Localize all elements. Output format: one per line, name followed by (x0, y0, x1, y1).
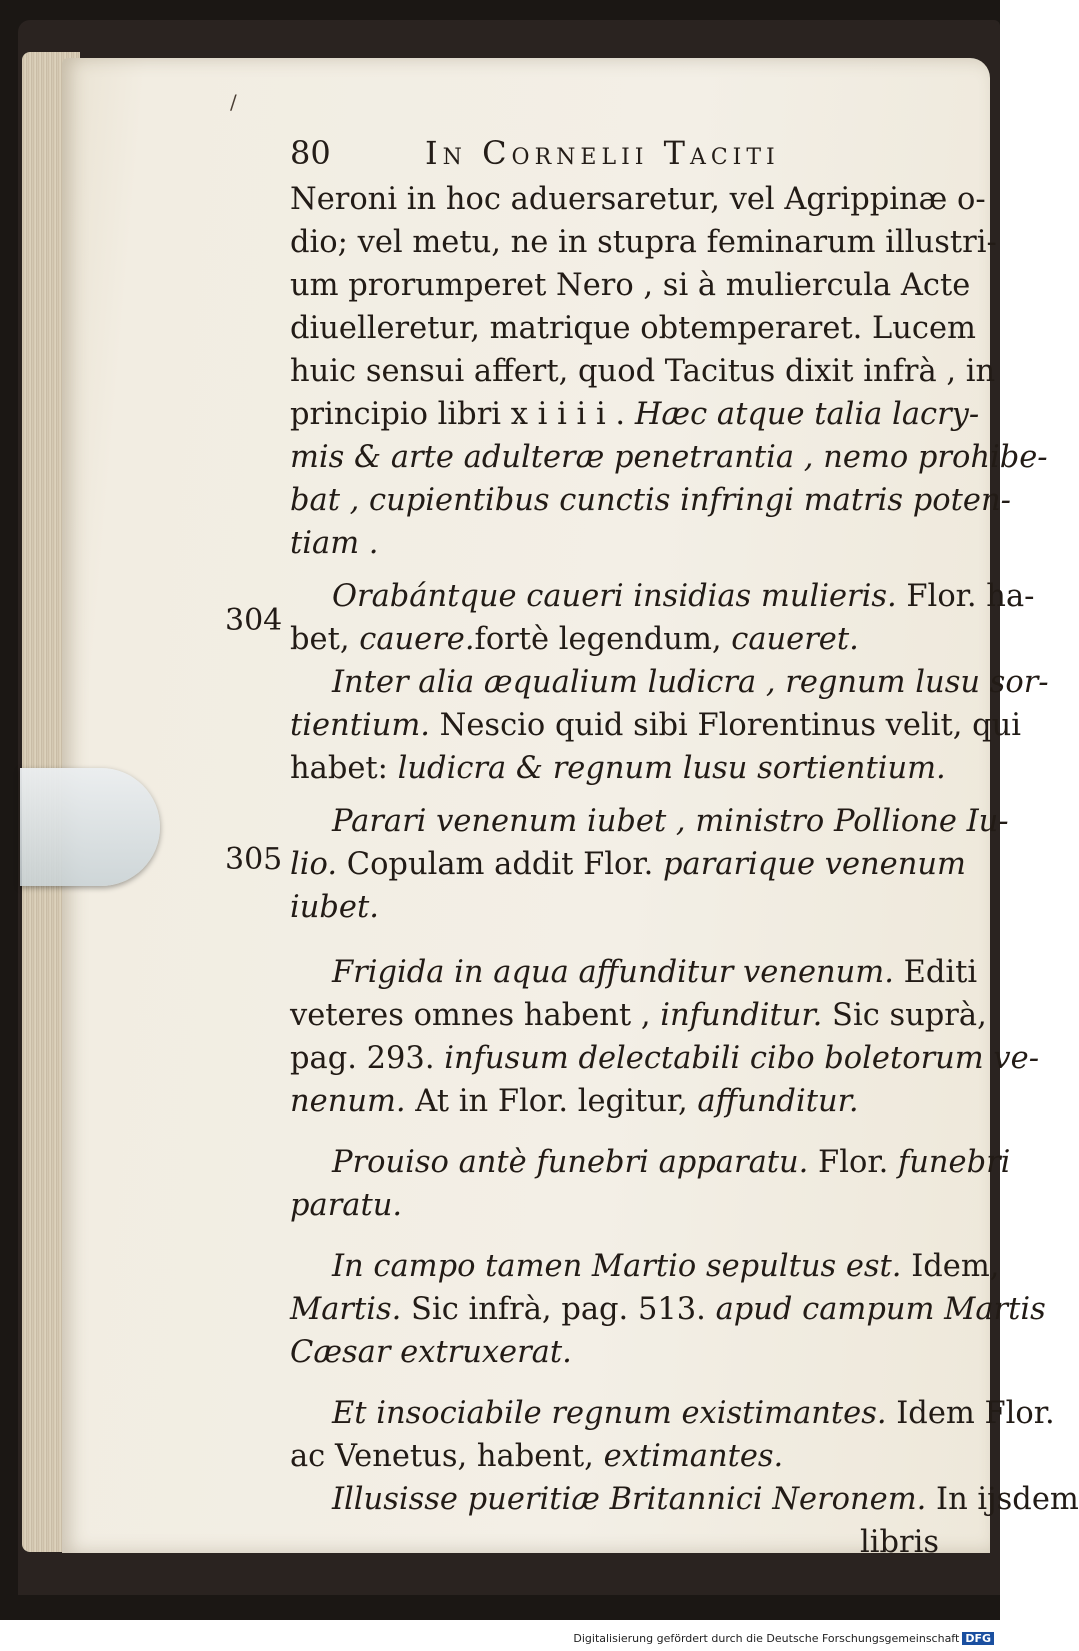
text-line: paratu. (290, 1188, 403, 1223)
margin-number-304: 304 (225, 603, 283, 638)
running-title: In Cornelii Taciti (425, 134, 780, 172)
text-line: tientium. Nescio quid sibi Florentinus velit, qui (290, 708, 1022, 743)
text-line: dio; vel metu, ne in stupra feminarum illustri- (290, 225, 997, 260)
text-line: mis & arte adulteræ penetrantia , nemo prohibe- (290, 440, 1048, 475)
page-number: 80 (290, 134, 331, 172)
page-holder-clip (20, 768, 160, 886)
page-header (290, 128, 930, 178)
dfg-logo: DFG (962, 1632, 994, 1645)
note-line: Inter alia æqualium ludicra , regnum lusu sor- (332, 665, 1049, 700)
digitization-credit (573, 1632, 994, 1645)
note-line: Et insociabile regnum existimantes. Idem Flor. (332, 1396, 1055, 1431)
body-text (290, 178, 1079, 1564)
text-line: tiam . (290, 526, 379, 561)
text-line: nenum. At in Flor. legitur, affunditur. (290, 1084, 859, 1119)
note-line: Parari venenum iubet , ministro Pollione Iu- (332, 804, 1009, 839)
text-line: Neroni in hoc aduersaretur, vel Agrippinæ o- (290, 182, 986, 217)
text-line: ac Venetus, habent, extimantes. (290, 1439, 784, 1474)
text-line: principio libri x i i i i . Hæc atque talia lacry- (290, 397, 980, 432)
text-line: diuelleretur, matrique obtemperaret. Lucem (290, 311, 976, 346)
text-line: veteres omnes habent , infunditur. Sic suprà, (290, 998, 987, 1033)
text-line: bat , cupientibus cunctis infringi matris poten- (290, 483, 1011, 518)
note-line: In campo tamen Martio sepultus est. Idem, (332, 1249, 1000, 1284)
note-line: Illusisse pueritiæ Britannici Neronem. In ijsdem (332, 1482, 1079, 1517)
note-line: Orabántque caueri insidias mulieris. Flor. ha- (332, 579, 1035, 614)
text-line: huic sensui affert, quod Tacitus dixit infrà , in (290, 354, 996, 389)
text-line: iubet. (290, 890, 379, 925)
text-line: pag. 293. infusum delectabili cibo boletorum ve- (290, 1041, 1040, 1076)
catchword: libris (860, 1525, 940, 1560)
text-line: habet: ludicra & regnum lusu sortientium. (290, 751, 946, 786)
margin-mark: / (230, 90, 237, 114)
margin-number-305: 305 (225, 842, 283, 877)
note-line: Frigida in aqua affunditur venenum. Editi (332, 955, 978, 990)
text-line: bet, cauere.fortè legendum, caueret. (290, 622, 859, 657)
text-line: Cæsar extruxerat. (290, 1335, 572, 1370)
text-line: um prorumperet Nero , si à muliercula Acte (290, 268, 971, 303)
note-line: Prouiso antè funebri apparatu. Flor. funebri (332, 1145, 1011, 1180)
credit-text: Digitalisierung gefördert durch die Deutsche Forschungsgemeinschaft (573, 1632, 960, 1645)
text-line: lio. Copulam addit Flor. pararique venenum (290, 847, 966, 882)
text-line: Martis. Sic infrà, pag. 513. apud campum Martis (290, 1292, 1046, 1327)
